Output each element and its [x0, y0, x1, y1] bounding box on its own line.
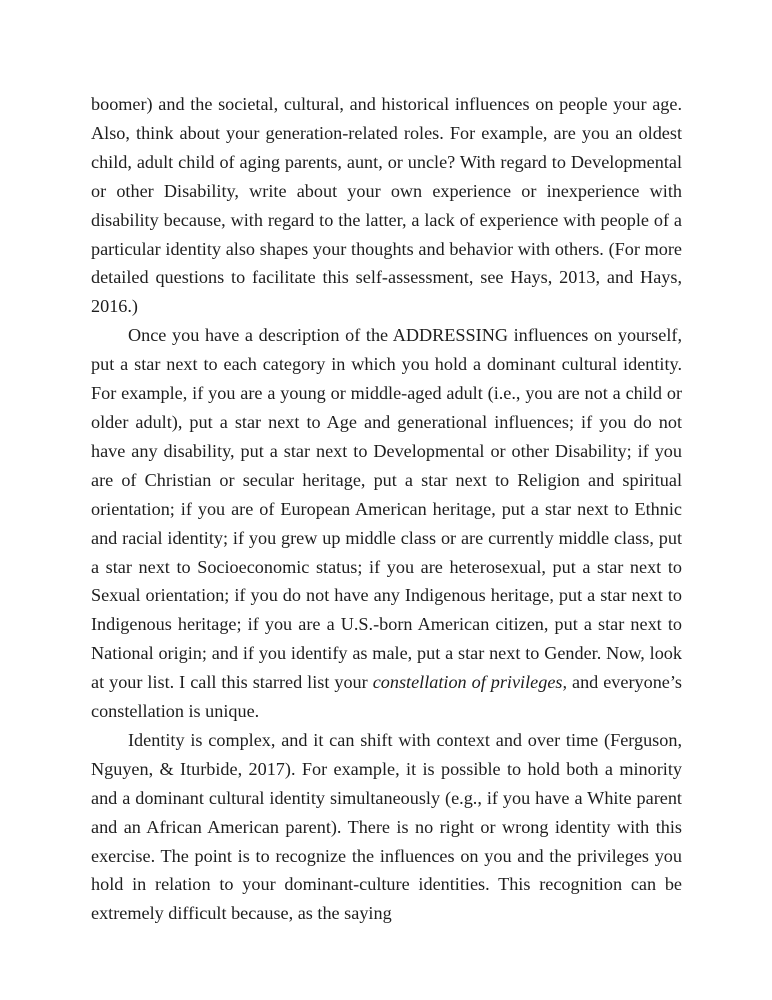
- paragraph-continued: boomer) and the societal, cultural, and historical influences on people your age. Also, think about your generation-related roles. For example, are you an oldest child, adult child of aging parents, aunt, or uncle? With regard to Developmental or other Disability, write about your own experience or inexperience with disability because, with regard to the latter, a lack of experience with people of a particular identity also shapes your thoughts and behavior with others. (For more detailed questions to facilitate this self-assessment, see Hays, 2013, and Hays, 2016.): [91, 94, 682, 317]
- paragraph-text: and everyone’s constellation is unique.: [91, 672, 683, 722]
- document-page: [91, 90, 682, 928]
- paragraph-identity-complex: Identity is complex, and it can shift with context and over time (Ferguson, Nguyen, & Iturbide, 2017). For example, it is possible to hold both a minority and a dominant cultural identity simultaneously (e.g., if you have a White parent and an African American parent). There is no right or wrong identity with this exercise. The point is to recognize the influences on you and the privileges you hold in relation to your dominant-culture identities. This recognition can be extremely difficult because, as the saying: [91, 729, 682, 924]
- paragraph-text: Once you have a description of the ADDRESSING influences on yourself, put a star next to each category in which you hold a dominant cultural identity. For example, if you are a young or middle-aged adult (i.e., you are not a child or older adult), put a star next to Age and generational influences; if you do not have any disability, put a star next to Developmental or other Disability; if you are of Christian or secular heritage, put a star next to Religion and spiritual orientation; if you are of European American heritage, put a star next to Ethnic and racial identity; if you grew up middle class or are currently middle class, put a star next to Socioeconomic status; if you are heterosexual, put a star next to Sexual orientation; if you do not have any Indigenous heritage, put a star next to Indigenous heritage; if you are a U.S.-born American citizen, put a star next to National origin; and if you identify as male, put a star next to Gender. Now, look at your list. I call this starred list your: [91, 325, 682, 693]
- paragraph-addressing-influences: [91, 321, 682, 726]
- italic-term: constellation of privileges,: [372, 672, 568, 693]
